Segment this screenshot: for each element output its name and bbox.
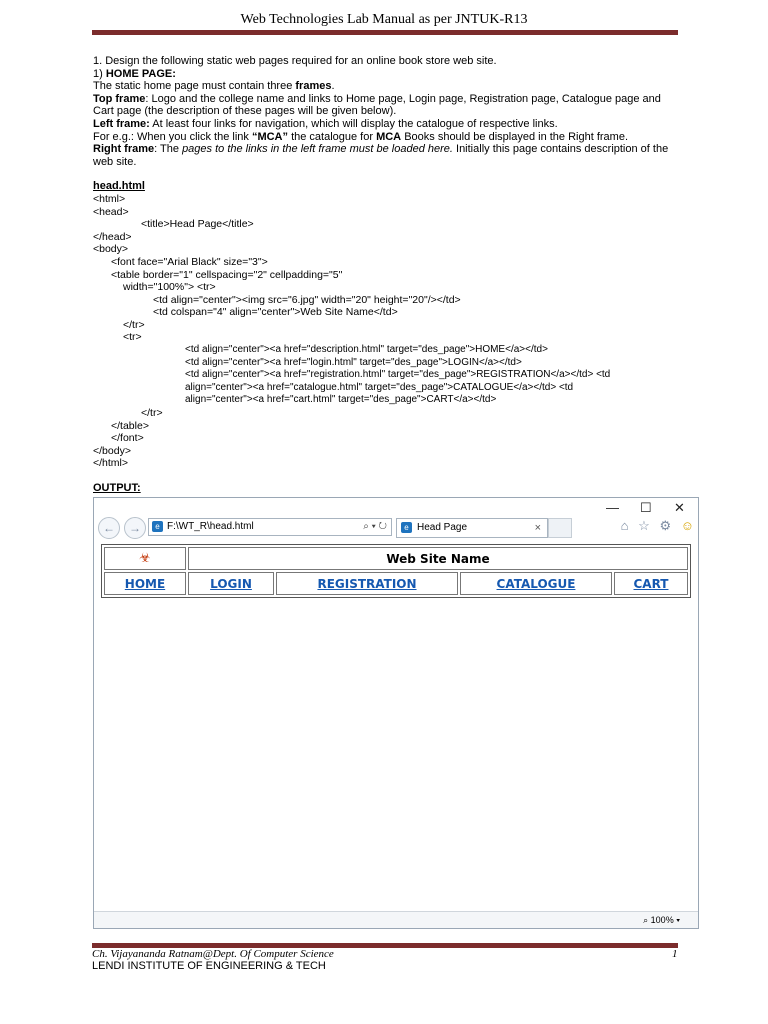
nav-cell-cart: [614, 572, 688, 595]
code-heading: head.html: [93, 180, 145, 193]
right-frame-desc: Right frame: The pages to the links in the left frame must be loaded here. Initially this page contains description of the web site.: [93, 143, 669, 168]
document-body: [93, 55, 683, 495]
nav-cell-home: [104, 572, 186, 595]
rendered-page: [101, 544, 691, 598]
favorites-star-icon[interactable]: ☆: [638, 518, 650, 533]
nav-cell-login: [188, 572, 274, 595]
tab-head-page[interactable]: [396, 518, 548, 538]
address-bar[interactable]: [148, 518, 392, 536]
zoom-control[interactable]: [643, 912, 680, 928]
back-button[interactable]: ←: [98, 517, 120, 539]
gear-icon[interactable]: ⚙: [659, 518, 672, 533]
nav-cell-registration: [276, 572, 458, 595]
code-line: <table border="1" cellspacing="2" cellpadding="5": [111, 268, 343, 281]
browser-toolbar: [94, 514, 698, 540]
logo-cell: [104, 547, 186, 570]
code-line: </tr>: [123, 318, 145, 331]
code-line: align="center"><a href="catalogue.html" target="des_page">CATALOGUE</a></td> <td: [185, 381, 574, 393]
home-icon[interactable]: ⌂: [620, 518, 629, 533]
registration-link[interactable]: REGISTRATION: [317, 576, 417, 591]
code-listing: [93, 193, 683, 470]
browser-window-screenshot: [93, 497, 699, 929]
minimize-icon[interactable]: —: [606, 500, 619, 515]
code-line: width="100%"> <tr>: [123, 281, 216, 294]
header-table: [101, 544, 691, 598]
status-bar: [94, 911, 698, 928]
ie-page-icon: e: [152, 521, 163, 532]
code-line: </head>: [93, 230, 132, 243]
address-text: F:\WT_R\head.html: [167, 521, 254, 532]
zoom-level: 100%: [650, 915, 674, 925]
code-line: <td colspan="4" align="center">Web Site Name</td>: [153, 306, 398, 319]
footer-institute: LENDI INSTITUTE OF ENGINEERING & TECH: [92, 960, 326, 972]
code-line: <html>: [93, 192, 126, 205]
code-line: </tr>: [141, 407, 163, 420]
page-number: 1: [672, 948, 678, 960]
code-line: </font>: [111, 432, 144, 445]
code-line: <td align="center"><a href="registration.html" target="des_page">REGISTRATION</a></td> <td: [185, 369, 611, 381]
tab-close-icon[interactable]: ×: [534, 522, 541, 534]
zoom-icon: ⌕: [643, 915, 649, 925]
site-name: Web Site Name: [188, 547, 688, 570]
header-rule: [92, 30, 678, 35]
output-label: OUTPUT:: [93, 482, 141, 494]
forward-button[interactable]: →: [124, 517, 146, 539]
code-line: <font face="Arial Black" size="3">: [111, 255, 268, 268]
code-block-links: [93, 344, 683, 407]
tab-title: Head Page: [417, 522, 468, 533]
maximize-icon[interactable]: ☐: [640, 500, 652, 515]
logo-image: ☣: [139, 551, 151, 566]
code-line: <head>: [93, 205, 129, 218]
feedback-smiley-icon[interactable]: ☺: [680, 518, 694, 533]
code-line: </html>: [93, 457, 129, 470]
home-page-heading: 1) HOME PAGE:: [93, 67, 176, 80]
code-line: <body>: [93, 243, 129, 256]
catalogue-link[interactable]: CATALOGUE: [496, 576, 576, 591]
close-icon[interactable]: ✕: [674, 500, 685, 515]
task-line: 1. Design the following static web pages required for an online book store web site.: [93, 55, 497, 67]
code-line: </body>: [93, 444, 131, 457]
code-line: <tr>: [123, 331, 142, 344]
code-line: </table>: [111, 419, 149, 432]
address-controls[interactable]: ⌕ ▾ ↻: [363, 521, 387, 532]
login-link[interactable]: LOGIN: [210, 576, 252, 591]
code-line: <td align="center"><img src="6.jpg" width="20" height="20"/></td>: [153, 293, 461, 306]
chevron-down-icon: ▾: [676, 915, 680, 925]
new-tab-button[interactable]: [548, 518, 572, 538]
footer-author: Ch. Vijayananda Ratnam@Dept. Of Computer Science: [92, 948, 334, 960]
nav-cell-catalogue: [460, 572, 612, 595]
top-frame-desc: Top frame: Logo and the college name and links to Home page, Login page, Registration page, Catalogue page and Cart page (the description of these pages will be given below).: [93, 92, 661, 118]
example-line: For e.g.: When you click the link “MCA” the catalogue for MCA Books should be displayed in the Right frame.: [93, 130, 628, 143]
toolbar-icons: [615, 518, 694, 534]
home-link[interactable]: HOME: [124, 576, 166, 591]
left-frame-desc: Left frame: At least four links for navigation, which will display the catalogue of respective links.: [93, 117, 558, 130]
running-header: Web Technologies Lab Manual as per JNTUK-R13: [240, 12, 528, 27]
code-line: <td align="center"><a href="login.html" target="des_page">LOGIN</a></td>: [185, 356, 522, 368]
code-line: <td align="center"><a href="description.html" target="des_page">HOME</a></td>: [185, 344, 548, 356]
code-line: <title>Head Page</title>: [141, 218, 254, 231]
tab-page-icon: e: [401, 522, 412, 533]
frames-line: The static home page must contain three frames.: [93, 80, 335, 93]
cart-link[interactable]: CART: [633, 576, 669, 591]
code-line: align="center"><a href="cart.html" target="des_page">CART</a></td>: [185, 394, 497, 406]
